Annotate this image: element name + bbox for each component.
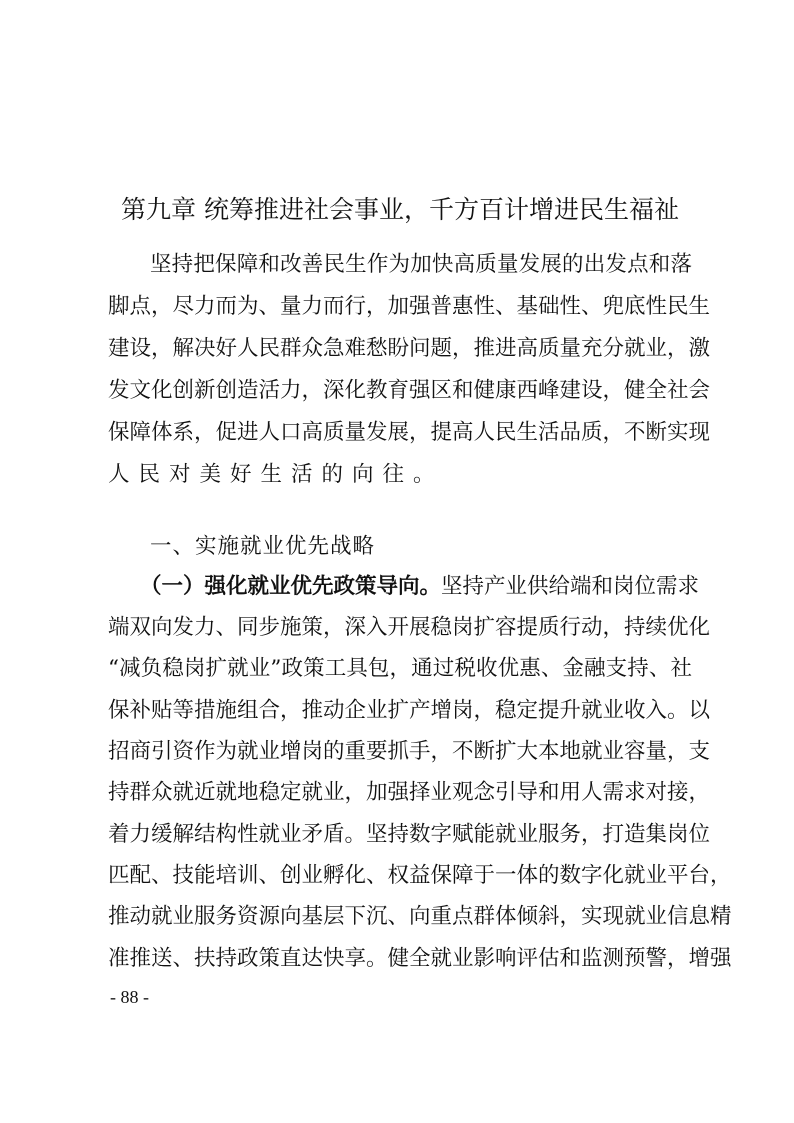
intro-line: 人民对美好生活的向往。 [108,462,444,487]
body-line: 匹配、技能培训、创业孵化、权益保障于一体的数字化就业平台， [108,863,732,888]
subsection-text: 坚持产业供给端和岗位需求 [441,574,700,599]
body-line: “减负稳岗扩就业”政策工具包，通过税收优惠、金融支持、社 [108,656,692,681]
subsection-first-line [140,572,700,602]
body-line: 着力缓解结构性就业矛盾。坚持数字赋能就业服务，打造集岗位 [108,822,711,847]
body-line: 保补贴等措施组合，推动企业扩产增岗，稳定提升就业收入。以 [108,698,711,723]
page-number: - 88 - [110,987,149,1007]
intro-line: 保障体系，促进人口高质量发展，提高人民生活品质，不断实现 [108,420,711,445]
body-line: 持群众就近就地稳定就业，加强择业观念引导和用人需求对接， [108,780,711,805]
body-line: 推动就业服务资源向基层下沉、向重点群体倾斜，实现就业信息精 [108,904,732,929]
chapter-title: 第九章 统筹推进社会事业，千方百计增进民生福祉 [121,195,679,224]
intro-line: 建设，解决好人民群众急难愁盼问题，推进高质量充分就业，激 [108,336,711,361]
section-heading: 一、实施就业优先战略 [150,534,376,559]
intro-line: 发文化创新创造活力，深化教育强区和健康西峰建设，健全社会 [108,378,711,403]
body-line: 端双向发力、同步施策，深入开展稳岗扩容提质行动，持续优化 [108,615,711,640]
intro-line: 脚点，尽力而为、量力而行，加强普惠性、基础性、兜底性民生 [108,294,711,319]
intro-line: 坚持把保障和改善民生作为加快高质量发展的出发点和落 [150,252,692,277]
body-line: 准推送、扶持政策直达快享。健全就业影响评估和监测预警，增强 [108,946,732,971]
body-line: 招商引资作为就业增岗的重要抓手，不断扩大本地就业容量，支 [108,739,711,764]
subsection-heading: （一）强化就业优先政策导向。 [140,574,442,599]
